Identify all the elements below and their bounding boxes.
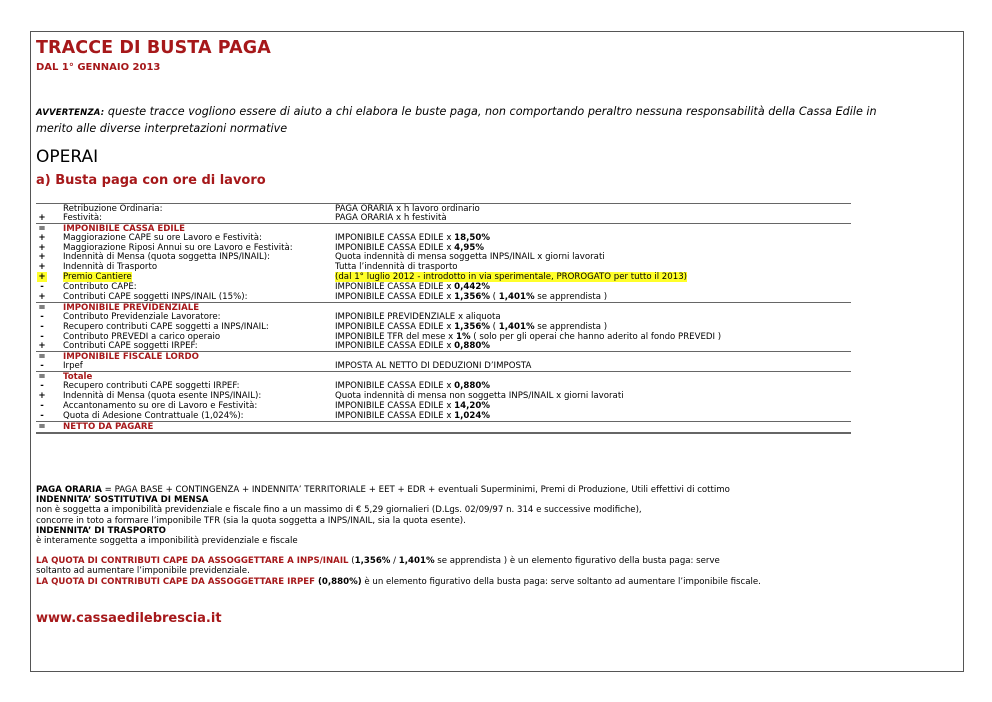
row-label: Contributo CAPE:: [63, 282, 137, 293]
cape-irpef-rate: (0,880%): [315, 576, 362, 587]
table-row: [36, 302, 851, 312]
table-row: [36, 371, 851, 381]
row-formula-rate: 1,356%: [454, 321, 490, 332]
row-formula-tail: (: [489, 321, 499, 332]
row-formula-rate: 1,024%: [454, 410, 490, 421]
table-row: [36, 262, 851, 272]
row-label: Indennità di Trasporto: [63, 262, 158, 273]
row-formula-text: IMPONIBILE CASSA EDILE x: [335, 400, 455, 411]
row-formula-text: IMPONIBILE CASSA EDILE x: [335, 242, 455, 253]
row-sign: +: [38, 212, 46, 223]
table-row: [36, 351, 851, 361]
row-label: Maggiorazione Riposi Annui su ore Lavoro e Festività:: [63, 242, 293, 253]
row-formula: [335, 381, 490, 391]
row-sign: -: [40, 410, 44, 421]
row-formula-rate: 4,95%: [454, 242, 484, 253]
row-formula-text: Tutta l’indennità di trasporto: [335, 262, 458, 273]
row-formula-text: IMPONIBILE CASSA EDILE x: [335, 341, 455, 352]
table-row: [36, 322, 851, 332]
row-formula-rate: 1%: [455, 331, 471, 342]
row-formula: [335, 262, 458, 272]
row-label: IMPONIBILE PREVIDENZIALE: [63, 302, 200, 313]
cape-inps-open: (: [348, 556, 355, 567]
row-formula: [335, 272, 687, 282]
row-formula: [335, 233, 490, 243]
row-formula-rate-2: 1,401%: [498, 292, 535, 303]
row-sign: +: [38, 242, 46, 253]
notes-block: [36, 485, 896, 587]
cape-inps-apprentice-rate: 1,401%: [398, 556, 435, 567]
row-sign: -: [40, 400, 44, 411]
row-sign: -: [40, 321, 44, 332]
row-formula-text: IMPONIBILE CASSA EDILE x: [335, 292, 455, 303]
row-sign: =: [38, 223, 46, 234]
row-sign: =: [38, 352, 46, 363]
table-row: [36, 203, 851, 213]
row-label: Recupero contributi CAPE soggetti a INPS/INAIL:: [63, 321, 269, 332]
row-label: IMPONIBILE FISCALE LORDO: [63, 352, 199, 363]
row-sign: +: [38, 292, 46, 303]
row-formula: [335, 243, 484, 253]
row-label: Indennità di Mensa (quota soggetta INPS/INAIL):: [63, 252, 271, 263]
row-sign: +: [38, 262, 46, 273]
row-formula-tail-2: se apprendista ): [534, 321, 608, 332]
trasporto-text: è interamente soggetta a imponibilità previdenziale e fiscale: [36, 536, 298, 547]
table-bottom-rule: [36, 432, 851, 434]
cape-irpef-rest: è un elemento figurativo della busta paga: serve soltanto ad aumentare l’imponibile fiscale.: [361, 576, 761, 587]
cape-inps-rest: se apprendista ) è un elemento figurativo della busta paga: serve: [434, 556, 720, 567]
paga-oraria-text: = PAGA BASE + CONTINGENZA + INDENNITA’ TERRITORIALE + EET + EDR + eventuali Superminimi, Premi di Produzione, Utili effettivi di cottimo: [101, 485, 730, 495]
table-row: [36, 361, 851, 371]
row-formula-rate: 0,442%: [454, 282, 490, 293]
mensa-title: INDENNITA’ SOSTITUTIVA DI MENSA: [36, 495, 209, 506]
section-subtitle: a) Busta paga con ore di lavoro: [36, 173, 266, 188]
mensa-line-2: concorre in toto a formare l’imponibile TFR (sia la quota soggetta a INPS/INAIL, sia la quota esente).: [36, 515, 466, 526]
row-label: Premio Cantiere: [63, 272, 132, 283]
row-formula-rate: 0,880%: [454, 341, 490, 352]
row-label: Festività:: [63, 212, 102, 223]
warning-label: AVVERTENZA:: [36, 108, 105, 118]
table-row: [36, 233, 851, 243]
row-label: Accantonamento su ore di Lavoro e Festività:: [63, 400, 258, 411]
table-row: [36, 421, 851, 431]
table-row: [36, 381, 851, 391]
row-formula: [335, 252, 605, 262]
cape-inps-sep: /: [390, 556, 399, 567]
row-label: Maggiorazione CAPE su ore Lavoro e Festività:: [63, 232, 262, 243]
row-formula: [335, 282, 490, 292]
row-formula-text: IMPONIBILE PREVIDENZIALE x aliquota: [335, 311, 501, 322]
row-label: IMPONIBILE CASSA EDILE: [63, 223, 185, 234]
row-formula-tail: ( solo per gli operai che hanno aderito al fondo PREVEDI ): [470, 331, 722, 342]
cape-inps-heading: LA QUOTA DI CONTRIBUTI CAPE DA ASSOGGETTARE A INPS/INAIL: [36, 556, 349, 567]
row-label: NETTO DA PAGARE: [63, 421, 154, 432]
row-formula: [335, 341, 490, 351]
table-row: [36, 292, 851, 302]
row-formula-tail-2: se apprendista ): [534, 292, 608, 303]
table-row: [36, 391, 851, 401]
row-formula-text: IMPONIBILE TFR del mese x: [335, 331, 456, 342]
row-formula: [335, 213, 447, 223]
row-formula: [335, 411, 490, 421]
table-row: [36, 252, 851, 262]
row-sign: +: [38, 272, 46, 283]
row-formula-text: IMPONIBILE CASSA EDILE x: [335, 232, 455, 243]
table-row: [36, 243, 851, 253]
row-formula: [335, 312, 501, 322]
paga-oraria-label: PAGA ORARIA: [36, 485, 102, 495]
cape-inps-line-2: soltanto ad aumentare l’imponibile previdenziale.: [36, 566, 250, 577]
row-formula-text: IMPONIBILE CASSA EDILE x: [335, 321, 455, 332]
row-formula: [335, 391, 624, 401]
warning-text: queste tracce vogliono essere di aiuto a chi elabora le buste paga, non comportando peraltro nessuna responsabilità della Cassa Edile in merito alle diverse interpretazioni normative: [36, 105, 877, 135]
row-formula-text: PAGA ORARIA x h festività: [335, 212, 447, 223]
table-row: [36, 341, 851, 351]
table-row: [36, 213, 851, 223]
row-label: Irpef: [63, 361, 83, 372]
row-label: Recupero contributi CAPE soggetti IRPEF:: [63, 381, 240, 392]
table-row: [36, 332, 851, 342]
table-row: [36, 411, 851, 421]
row-sign: +: [38, 341, 46, 352]
row-sign: -: [40, 331, 44, 342]
document-title: TRACCE DI BUSTA PAGA: [36, 38, 271, 58]
row-sign: +: [38, 252, 46, 263]
trasporto-title: INDENNITA’ DI TRASPORTO: [36, 525, 166, 536]
table-row: [36, 272, 851, 282]
row-formula-rate: 0,880%: [454, 381, 490, 392]
row-formula: [335, 332, 721, 342]
row-label: Retribuzione Ordinaria:: [63, 204, 163, 214]
row-sign: +: [38, 232, 46, 243]
row-label: Contributi CAPE soggetti INPS/INAIL (15%):: [63, 292, 248, 303]
row-sign: +: [38, 390, 46, 401]
row-formula-rate: 14,20%: [454, 400, 490, 411]
cape-inps-rate: 1,356%: [354, 556, 391, 567]
row-label: Totale: [63, 372, 93, 383]
row-label: Contributo Previdenziale Lavoratore:: [63, 311, 221, 322]
row-sign: -: [40, 361, 44, 372]
payslip-table: [36, 203, 851, 434]
row-label: Contributo PREVEDI a carico operaio: [63, 331, 221, 342]
row-formula-rate: 1,356%: [454, 292, 490, 303]
row-formula-text: IMPONIBILE CASSA EDILE x: [335, 282, 455, 293]
mensa-line-1: non è soggetta a imponibilità previdenziale e fiscale fino a un massimo di € 5,29 giornalieri (D.Lgs. 02/09/97 n. 314 e successive modifiche),: [36, 505, 642, 516]
row-sign: -: [40, 282, 44, 293]
table-row: [36, 282, 851, 292]
row-formula: [335, 322, 607, 332]
table-row: [36, 223, 851, 233]
document-subtitle: DAL 1° GENNAIO 2013: [36, 62, 161, 73]
table-row: [36, 312, 851, 322]
row-formula-tail: (: [489, 292, 499, 303]
row-formula: [335, 401, 490, 411]
section-title: OPERAI: [36, 147, 99, 167]
row-formula-text: IMPONIBILE CASSA EDILE x: [335, 410, 455, 421]
row-formula-text: IMPOSTA AL NETTO DI DEDUZIONI D’IMPOSTA: [335, 361, 532, 372]
row-formula-rate-2: 1,401%: [498, 321, 535, 332]
row-formula-text: PAGA ORARIA x h lavoro ordinario: [335, 204, 480, 214]
row-sign: -: [40, 381, 44, 392]
cape-irpef-heading: LA QUOTA DI CONTRIBUTI CAPE DA ASSOGGETTARE IRPEF: [36, 576, 315, 587]
warning-paragraph: [36, 104, 886, 136]
row-sign: =: [38, 302, 46, 313]
table-row: [36, 401, 851, 411]
row-sign: -: [40, 311, 44, 322]
row-sign: =: [38, 372, 46, 383]
row-label: Contributi CAPE soggetti IRPEF:: [63, 341, 198, 352]
row-formula: [335, 361, 531, 371]
row-formula-text: (dal 1° luglio 2012 - introdotto in via sperimentale, PROROGATO per tutto il 2013): [335, 272, 688, 283]
row-formula-text: Quota indennità di mensa non soggetta INPS/INAIL x giorni lavorati: [335, 390, 624, 401]
row-sign: =: [38, 421, 46, 432]
row-formula: [335, 292, 607, 302]
row-label: Indennità di Mensa (quota esente INPS/INAIL):: [63, 390, 262, 401]
row-label: Quota di Adesione Contrattuale (1,024%):: [63, 410, 244, 421]
row-formula-rate: 18,50%: [454, 232, 490, 243]
row-formula-text: Quota indennità di mensa soggetta INPS/INAIL x giorni lavorati: [335, 252, 605, 263]
row-formula-text: IMPONIBILE CASSA EDILE x: [335, 381, 455, 392]
website-link[interactable]: www.cassaedilebrescia.it: [36, 611, 222, 626]
